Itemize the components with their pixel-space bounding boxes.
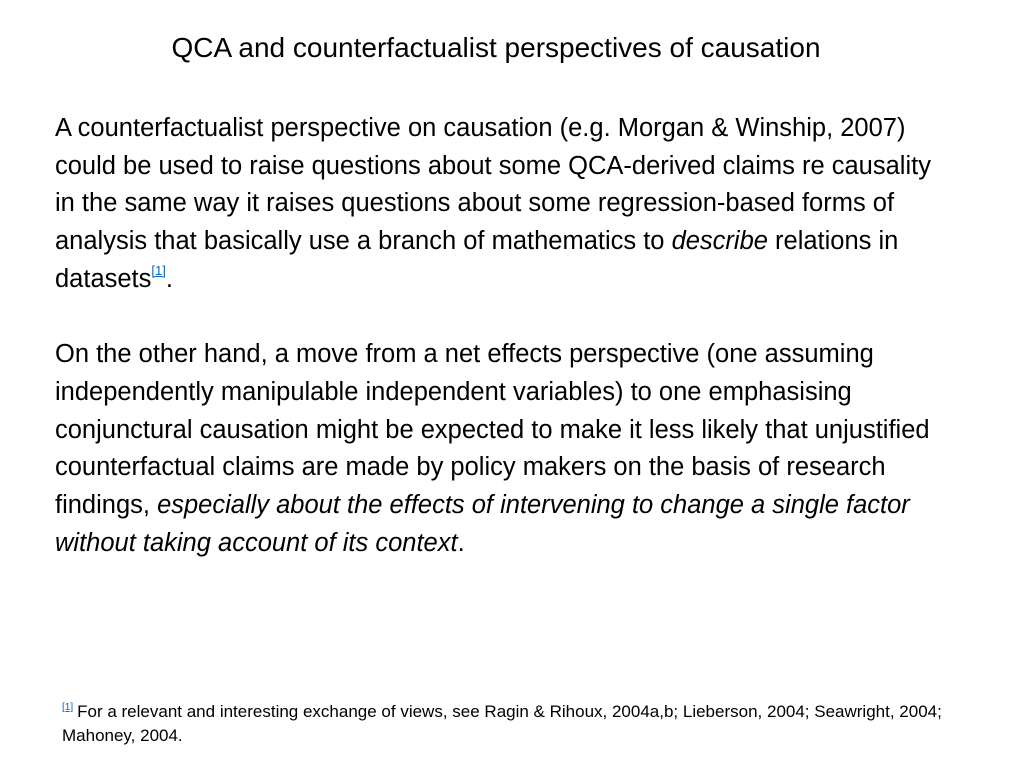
slide-title: QCA and counterfactualist perspectives of causation (171, 32, 821, 63)
footnote-marker-link[interactable]: [1] (62, 702, 74, 713)
paragraph-2-end: . (457, 528, 465, 557)
paragraph-1-text-continued: relations in datasets (55, 227, 899, 293)
paragraph-2-emphasis: especially about the effects of intervening to change a single factor without taking account of its context (55, 491, 910, 557)
paragraph-conjunctural-causation (55, 336, 955, 562)
footnote (62, 700, 952, 748)
paragraph-1-emphasis: describe (671, 227, 768, 256)
slide-body (55, 110, 955, 562)
footnote-text: For a relevant and interesting exchange of views, see Ragin & Rihoux, 2004a,b; Lieberson, 2004; Seawright, 2004; Mahoney, 2004. (62, 702, 942, 745)
paragraph-1-end: . (165, 264, 173, 293)
paragraph-counterfactualist (55, 110, 955, 299)
paragraph-2-text: On the other hand, a move from a net effects perspective (one assuming independently manipulable independent variables) to one emphasising conjunctural causation might be expected to make it less likely that unjustified counterfactual claims are made by policy makers on the basis of research findings, (55, 340, 930, 520)
footnote-superscript (151, 263, 165, 278)
paragraph-1-text: A counterfactualist perspective on causation (e.g. Morgan & Winship, 2007) could be used to raise questions about some QCA-derived claims re causality in the same way it raises questions about some regression-based forms of analysis that basically use a branch of mathematics to (55, 114, 931, 256)
footnote-marker-superscript (62, 702, 73, 713)
footnote-ref-link[interactable]: [1] (151, 262, 166, 278)
